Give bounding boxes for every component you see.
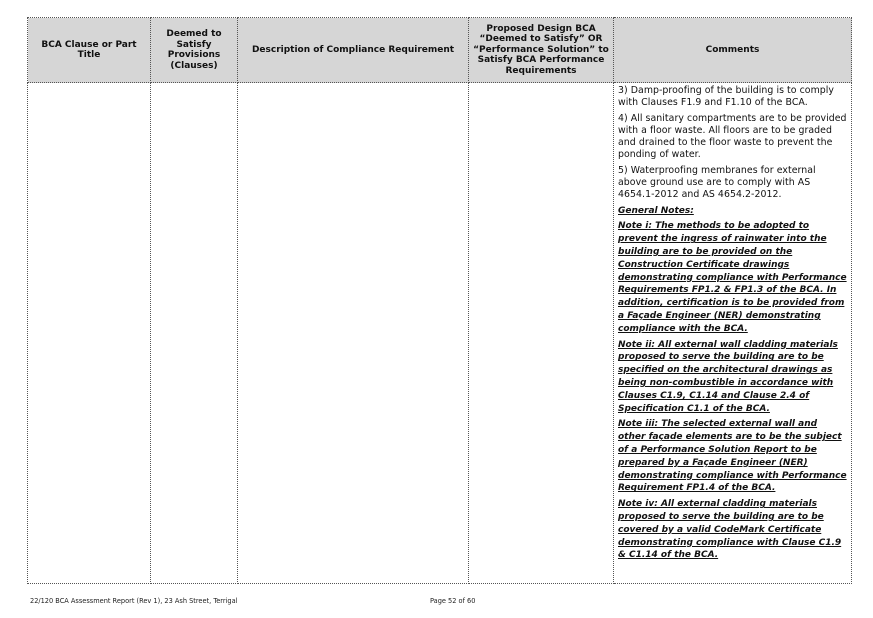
header-proposed-design: Proposed Design BCA “Deemed to Satisfy” OR “Performance Solution” to Satisfy BCA Performance Requirements — [469, 18, 614, 83]
note-iii: Note iii: The selected external wall and other façade elements are to be the subject of a Performance Solution Report to be prepared by a Façade Engineer (NER) demonstrating compliance with Performance Requirement FP1.4 of the BCA. — [618, 419, 847, 494]
compliance-table — [27, 17, 852, 584]
comment-item-3: 3) Damp-proofing of the building is to comply with Clauses F1.9 and F1.10 of the BCA. — [618, 85, 835, 109]
table-row — [28, 83, 852, 584]
cell-comments — [614, 83, 852, 584]
note-i: Note i: The methods to be adopted to prevent the ingress of rainwater into the building are to be provided on the Construction Certificate drawings demonstrating compliance with Performance Requirements FP1.2 & FP1.3 of the BCA. In addition, certification is to be provided from a Façade Engineer (NER) demonstrating compliance with the BCA. — [618, 221, 847, 334]
general-notes-heading: General Notes: — [618, 205, 694, 216]
comment-item-5: 5) Waterproofing membranes for external above ground use are to comply with AS 4654.1-2012 and AS 4654.2-2012. — [618, 164, 816, 201]
header-deemed-to-satisfy: Deemed to Satisfy Provisions (Clauses) — [151, 18, 238, 83]
header-description: Description of Compliance Requirement — [238, 18, 469, 83]
note-ii: Note ii: All external wall cladding materials proposed to serve the building are to be specified on the architectural drawings as being non-combustible in accordance with Clauses C1.9, C1.14 and Clause 2.4 of Specification C1.1 of the BCA. — [618, 339, 838, 414]
header-bca-clause: BCA Clause or Part Title — [28, 18, 151, 83]
footer-page-number: Page 52 of 60 — [430, 597, 476, 605]
header-comments: Comments — [614, 18, 852, 83]
footer-report-title: 22/120 BCA Assessment Report (Rev 1), 23 Ash Street, Terrigal — [30, 597, 238, 605]
cell-deemed-to-satisfy — [151, 83, 238, 584]
cell-proposed-design — [469, 83, 614, 584]
table-header-row — [28, 18, 852, 83]
cell-bca-clause — [28, 83, 151, 584]
comment-item-4: 4) All sanitary compartments are to be provided with a floor waste. All floors are to be graded and drained to the floor waste to prevent the ponding of water. — [618, 112, 847, 161]
cell-description — [238, 83, 469, 584]
note-iv: Note iv: All external cladding materials proposed to serve the building are to be covered by a valid CodeMark Certificate demonstrating compliance with Clause C1.9 & C1.14 of the BCA. — [618, 499, 842, 561]
